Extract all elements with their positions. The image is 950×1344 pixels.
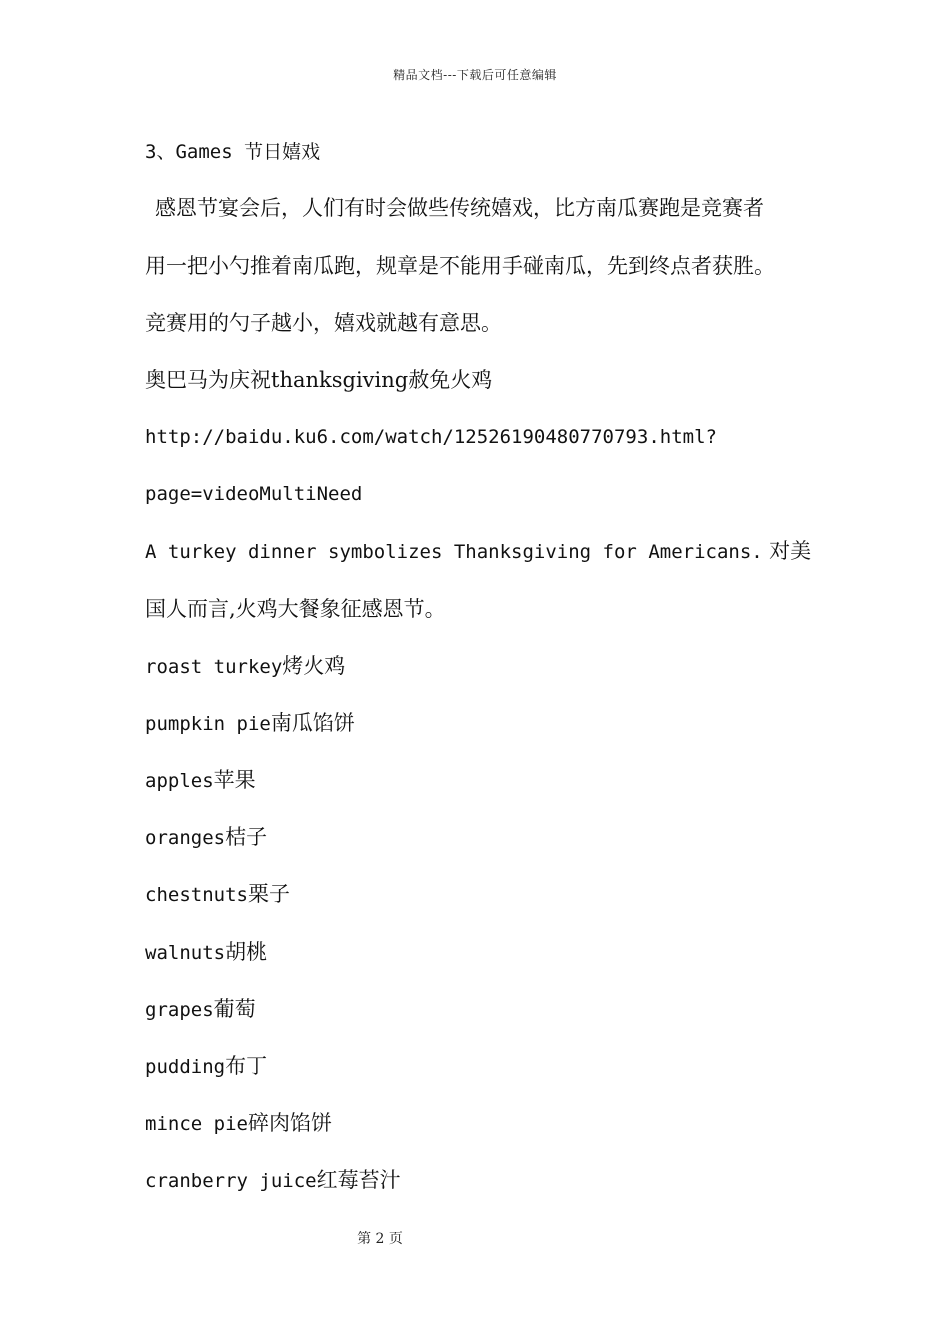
sentence-chinese-start: 对美	[769, 539, 812, 563]
sentence-line-1	[145, 537, 811, 566]
sentence-line-2: 国人而言,火鸡大餐象征感恩节。	[145, 597, 446, 621]
vocab-english: roast turkey	[145, 656, 283, 678]
paragraph-line-1: 感恩节宴会后，人们有时会做些传统嬉戏，比方南瓜赛跑是竞赛者	[155, 196, 764, 220]
vocab-english: pudding	[145, 1056, 226, 1078]
section-heading: 3、Games 节日嬉戏	[145, 141, 321, 163]
vocab-item	[145, 766, 256, 795]
page-number: 第 2 页	[357, 1231, 403, 1247]
video-title: 奥巴马为庆祝thanksgiving赦免火鸡	[145, 368, 493, 392]
vocab-chinese: 苹果	[213, 768, 256, 792]
vocab-chinese: 布丁	[225, 1054, 268, 1078]
vocab-english: cranberry juice	[145, 1170, 317, 1192]
vocab-chinese: 栗子	[247, 882, 290, 906]
vocab-chinese: 南瓜馅饼	[270, 711, 355, 735]
vocab-chinese: 烤火鸡	[282, 654, 346, 678]
vocab-english: chestnuts	[145, 884, 248, 906]
vocab-chinese: 胡桃	[225, 940, 268, 964]
vocab-item	[145, 1166, 401, 1195]
vocab-item	[145, 880, 290, 909]
sentence-english: A turkey dinner symbolizes Thanksgiving for Americans.	[145, 541, 763, 563]
video-url-line-2: page=videoMultiNeed	[145, 483, 363, 505]
vocab-chinese: 桔子	[225, 825, 268, 849]
vocab-item	[145, 995, 256, 1024]
vocab-english: oranges	[145, 827, 226, 849]
vocab-item	[145, 1052, 267, 1081]
vocab-english: mince pie	[145, 1113, 248, 1135]
vocab-chinese: 葡萄	[213, 997, 256, 1021]
vocab-item	[145, 1109, 332, 1138]
vocab-item	[145, 823, 267, 852]
vocab-chinese: 红莓苔汁	[316, 1168, 401, 1192]
vocab-english: pumpkin pie	[145, 713, 271, 735]
video-url-line-1: http://baidu.ku6.com/watch/12526190480770793.html?	[145, 426, 717, 448]
paragraph-line-3: 竞赛用的勺子越小，嬉戏就越有意思。	[145, 311, 502, 335]
vocab-item	[145, 709, 355, 738]
vocab-item	[145, 652, 345, 681]
vocab-item	[145, 938, 267, 967]
paragraph-line-2: 用一把小勺推着南瓜跑，规章是不能用手碰南瓜，先到终点者获胜。	[145, 254, 775, 278]
page-header: 精品文档---下载后可任意编辑	[393, 68, 557, 82]
vocab-english: apples	[145, 770, 214, 792]
vocab-chinese: 碎肉馅饼	[247, 1111, 332, 1135]
vocab-english: walnuts	[145, 942, 226, 964]
vocab-english: grapes	[145, 999, 214, 1021]
